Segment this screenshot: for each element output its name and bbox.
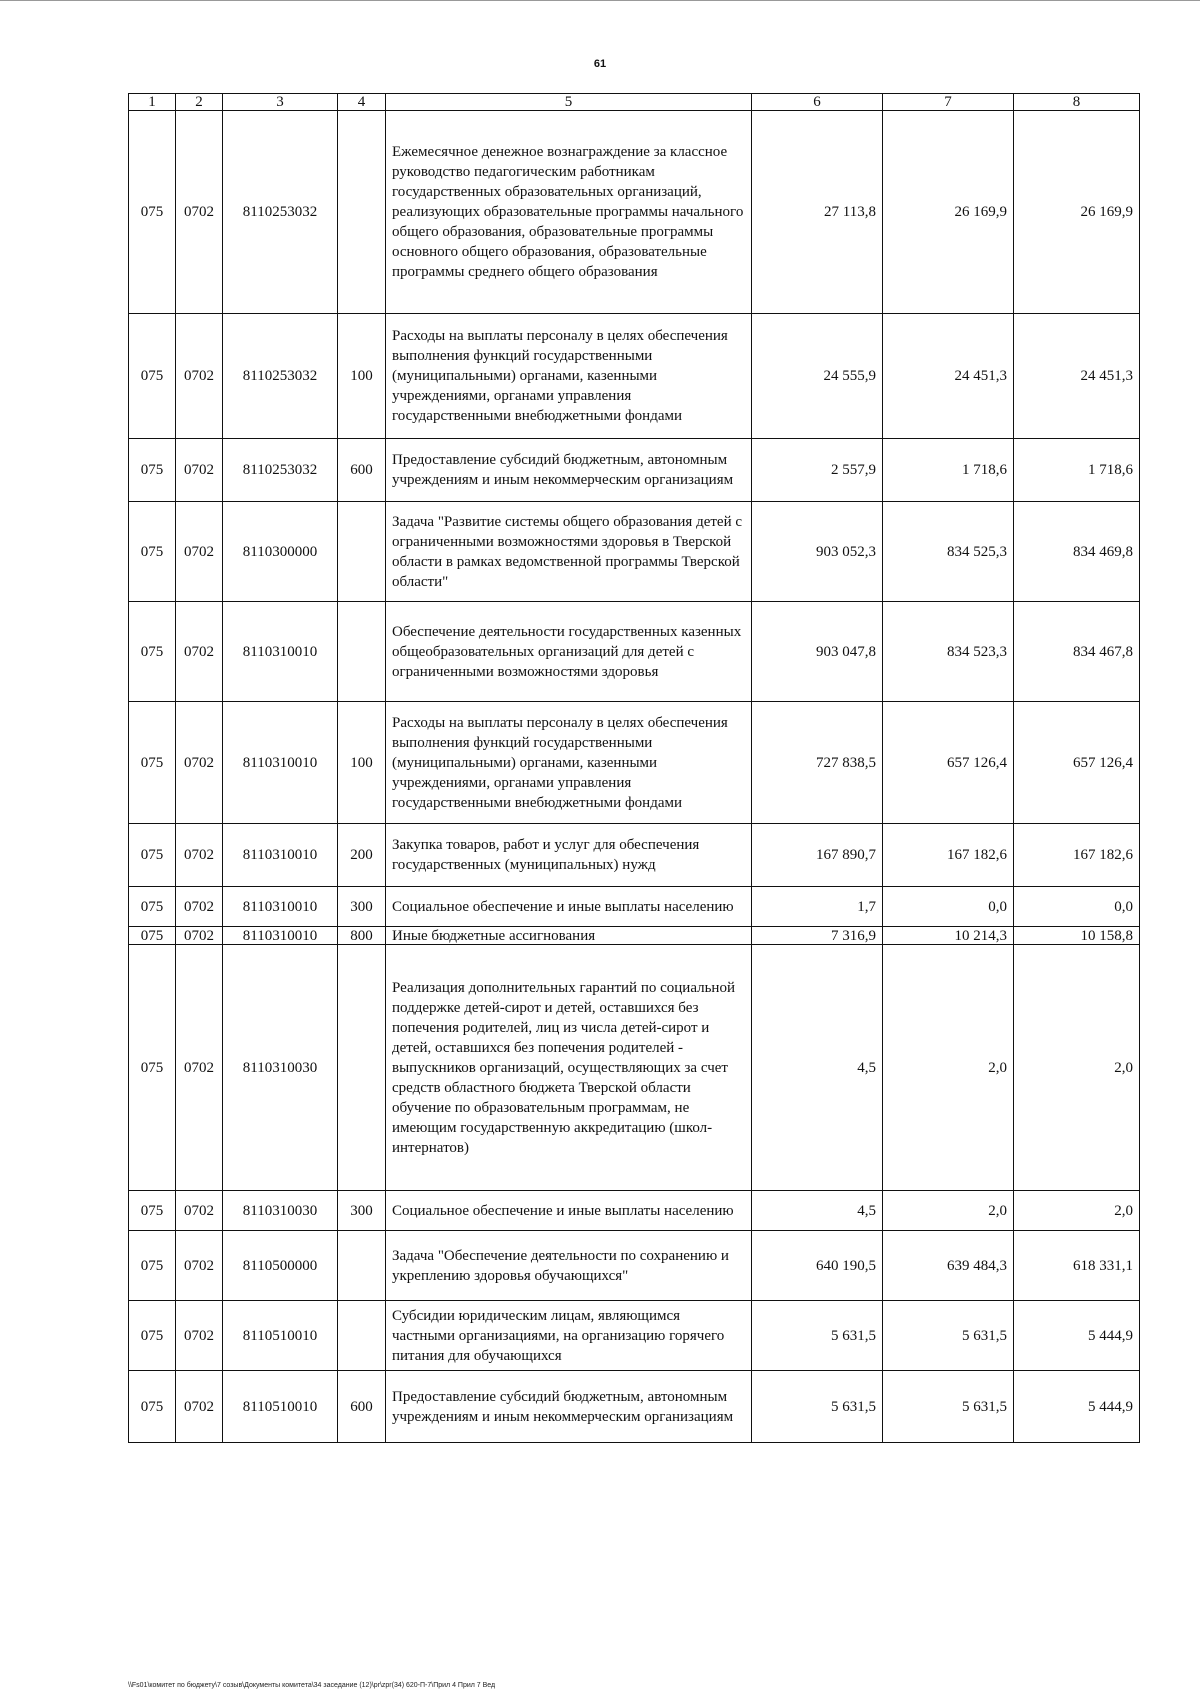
cell-col-7: 639 484,3	[883, 1231, 1014, 1301]
cell-col-1: 075	[129, 1371, 176, 1443]
cell-col-1: 075	[129, 1231, 176, 1301]
cell-col-8: 834 469,8	[1014, 502, 1140, 602]
cell-col-8: 5 444,9	[1014, 1301, 1140, 1371]
cell-col-2: 0702	[176, 887, 223, 927]
cell-col-2: 0702	[176, 602, 223, 702]
cell-col-1: 075	[129, 824, 176, 887]
cell-col-3: 8110310030	[223, 945, 338, 1191]
cell-col-2: 0702	[176, 1191, 223, 1231]
cell-col-8: 26 169,9	[1014, 111, 1140, 314]
cell-col-5: Социальное обеспечение и иные выплаты населению	[386, 1191, 752, 1231]
cell-col-7: 10 214,3	[883, 927, 1014, 945]
cell-col-4: 600	[338, 1371, 386, 1443]
cell-col-2: 0702	[176, 927, 223, 945]
cell-col-1: 075	[129, 927, 176, 945]
cell-col-6: 903 047,8	[752, 602, 883, 702]
table-row	[129, 1371, 1140, 1443]
cell-col-6: 7 316,9	[752, 927, 883, 945]
cell-col-8: 167 182,6	[1014, 824, 1140, 887]
table-row	[129, 1301, 1140, 1371]
cell-col-8: 618 331,1	[1014, 1231, 1140, 1301]
cell-col-2: 0702	[176, 945, 223, 1191]
table-row	[129, 314, 1140, 439]
cell-col-7: 1 718,6	[883, 439, 1014, 502]
cell-col-4: 300	[338, 1191, 386, 1231]
cell-col-4	[338, 1231, 386, 1301]
table-row	[129, 927, 1140, 945]
cell-col-4	[338, 602, 386, 702]
cell-col-2: 0702	[176, 824, 223, 887]
header-row	[129, 94, 1140, 111]
cell-col-6: 727 838,5	[752, 702, 883, 824]
cell-col-5: Задача "Обеспечение деятельности по сохранению и укреплению здоровья обучающихся"	[386, 1231, 752, 1301]
cell-col-3: 8110510010	[223, 1301, 338, 1371]
cell-col-5: Ежемесячное денежное вознаграждение за классное руководство педагогическим работникам государственных образовательных организаций, реализующих образовательные программы начального общего образования, образовательные программы основного общего образования, образовательные программы среднего общего образования	[386, 111, 752, 314]
cell-col-1: 075	[129, 111, 176, 314]
page-number: 61	[593, 58, 607, 70]
cell-col-8: 2,0	[1014, 945, 1140, 1191]
table-row	[129, 702, 1140, 824]
cell-col-8: 1 718,6	[1014, 439, 1140, 502]
cell-col-7: 5 631,5	[883, 1301, 1014, 1371]
cell-col-2: 0702	[176, 1371, 223, 1443]
cell-col-3: 8110310030	[223, 1191, 338, 1231]
cell-col-5: Иные бюджетные ассигнования	[386, 927, 752, 945]
table-row	[129, 502, 1140, 602]
cell-col-3: 8110500000	[223, 1231, 338, 1301]
cell-col-1: 075	[129, 439, 176, 502]
cell-col-6: 4,5	[752, 945, 883, 1191]
column-header: 6	[752, 94, 883, 111]
cell-col-8: 2,0	[1014, 1191, 1140, 1231]
cell-col-7: 5 631,5	[883, 1371, 1014, 1443]
table-row	[129, 602, 1140, 702]
cell-col-8: 24 451,3	[1014, 314, 1140, 439]
cell-col-3: 8110253032	[223, 314, 338, 439]
cell-col-4	[338, 502, 386, 602]
cell-col-6: 5 631,5	[752, 1301, 883, 1371]
column-header: 2	[176, 94, 223, 111]
cell-col-7: 2,0	[883, 945, 1014, 1191]
cell-col-6: 903 052,3	[752, 502, 883, 602]
cell-col-4: 200	[338, 824, 386, 887]
column-header: 7	[883, 94, 1014, 111]
cell-col-5: Субсидии юридическим лицам, являющимся частными организациями, на организацию горячего питания для обучающихся	[386, 1301, 752, 1371]
cell-col-1: 075	[129, 1301, 176, 1371]
scan-edge-line	[0, 0, 1200, 1]
cell-col-3: 8110310010	[223, 824, 338, 887]
cell-col-5: Реализация дополнительных гарантий по социальной поддержке детей-сирот и детей, оставшихся без попечения родителей, лиц из числа детей-сирот и детей, оставшихся без попечения родителей - выпускников организаций, осуществляющих за счет средств областного бюджета Тверской области обучение по образовательным программам, не имеющим государственную аккредитацию (школ-интернатов)	[386, 945, 752, 1191]
cell-col-3: 8110310010	[223, 702, 338, 824]
table-row	[129, 111, 1140, 314]
footer-file-path: \\Fs01\комитет по бюджету\7 созыв\Документы комитета\34 заседание (12)\pr\zpr(34) 620-П-7\Прил 4 Прил 7 Вед	[128, 1682, 496, 1689]
cell-col-1: 075	[129, 702, 176, 824]
table-row	[129, 1231, 1140, 1301]
cell-col-5: Расходы на выплаты персоналу в целях обеспечения выполнения функций государственными (муниципальными) органами, казенными учреждениями, органами управления государственными внебюджетными фондами	[386, 314, 752, 439]
cell-col-3: 8110253032	[223, 439, 338, 502]
cell-col-8: 834 467,8	[1014, 602, 1140, 702]
cell-col-7: 26 169,9	[883, 111, 1014, 314]
cell-col-7: 167 182,6	[883, 824, 1014, 887]
cell-col-7: 657 126,4	[883, 702, 1014, 824]
cell-col-8: 657 126,4	[1014, 702, 1140, 824]
table-row	[129, 439, 1140, 502]
cell-col-1: 075	[129, 602, 176, 702]
column-header: 8	[1014, 94, 1140, 111]
cell-col-6: 5 631,5	[752, 1371, 883, 1443]
cell-col-5: Задача "Развитие системы общего образования детей с ограниченными возможностями здоровья в Тверской области в рамках ведомственной программы Тверской области"	[386, 502, 752, 602]
column-header: 1	[129, 94, 176, 111]
cell-col-6: 167 890,7	[752, 824, 883, 887]
cell-col-7: 2,0	[883, 1191, 1014, 1231]
cell-col-5: Обеспечение деятельности государственных казенных общеобразовательных организаций для детей с ограниченными возможностями здоровья	[386, 602, 752, 702]
column-header: 5	[386, 94, 752, 111]
cell-col-8: 5 444,9	[1014, 1371, 1140, 1443]
cell-col-5: Социальное обеспечение и иные выплаты населению	[386, 887, 752, 927]
cell-col-2: 0702	[176, 439, 223, 502]
cell-col-3: 8110310010	[223, 927, 338, 945]
cell-col-4: 300	[338, 887, 386, 927]
table-row	[129, 824, 1140, 887]
cell-col-4	[338, 111, 386, 314]
cell-col-5: Предоставление субсидий бюджетным, автономным учреждениям и иным некоммерческим организациям	[386, 1371, 752, 1443]
cell-col-2: 0702	[176, 111, 223, 314]
cell-col-2: 0702	[176, 1231, 223, 1301]
cell-col-4: 100	[338, 702, 386, 824]
cell-col-3: 8110310010	[223, 887, 338, 927]
cell-col-3: 8110300000	[223, 502, 338, 602]
cell-col-4: 600	[338, 439, 386, 502]
cell-col-4: 100	[338, 314, 386, 439]
cell-col-6: 4,5	[752, 1191, 883, 1231]
cell-col-1: 075	[129, 945, 176, 1191]
cell-col-7: 834 525,3	[883, 502, 1014, 602]
budget-table	[128, 93, 1140, 1443]
table-row	[129, 1191, 1140, 1231]
cell-col-1: 075	[129, 887, 176, 927]
cell-col-4: 800	[338, 927, 386, 945]
cell-col-4	[338, 1301, 386, 1371]
cell-col-6: 2 557,9	[752, 439, 883, 502]
cell-col-8: 0,0	[1014, 887, 1140, 927]
cell-col-7: 0,0	[883, 887, 1014, 927]
cell-col-5: Расходы на выплаты персоналу в целях обеспечения выполнения функций государственными (муниципальными) органами, казенными учреждениями, органами управления государственными внебюджетными фондами	[386, 702, 752, 824]
cell-col-6: 1,7	[752, 887, 883, 927]
cell-col-3: 8110310010	[223, 602, 338, 702]
cell-col-3: 8110253032	[223, 111, 338, 314]
cell-col-8: 10 158,8	[1014, 927, 1140, 945]
cell-col-7: 24 451,3	[883, 314, 1014, 439]
column-header: 4	[338, 94, 386, 111]
table-body	[129, 111, 1140, 1443]
table-row	[129, 887, 1140, 927]
cell-col-3: 8110510010	[223, 1371, 338, 1443]
cell-col-1: 075	[129, 314, 176, 439]
cell-col-2: 0702	[176, 314, 223, 439]
cell-col-1: 075	[129, 502, 176, 602]
cell-col-2: 0702	[176, 502, 223, 602]
cell-col-4	[338, 945, 386, 1191]
cell-col-5: Закупка товаров, работ и услуг для обеспечения государственных (муниципальных) нужд	[386, 824, 752, 887]
cell-col-1: 075	[129, 1191, 176, 1231]
cell-col-7: 834 523,3	[883, 602, 1014, 702]
cell-col-5: Предоставление субсидий бюджетным, автономным учреждениям и иным некоммерческим организациям	[386, 439, 752, 502]
table-row	[129, 945, 1140, 1191]
cell-col-2: 0702	[176, 1301, 223, 1371]
cell-col-6: 27 113,8	[752, 111, 883, 314]
column-header: 3	[223, 94, 338, 111]
cell-col-2: 0702	[176, 702, 223, 824]
cell-col-6: 640 190,5	[752, 1231, 883, 1301]
cell-col-6: 24 555,9	[752, 314, 883, 439]
